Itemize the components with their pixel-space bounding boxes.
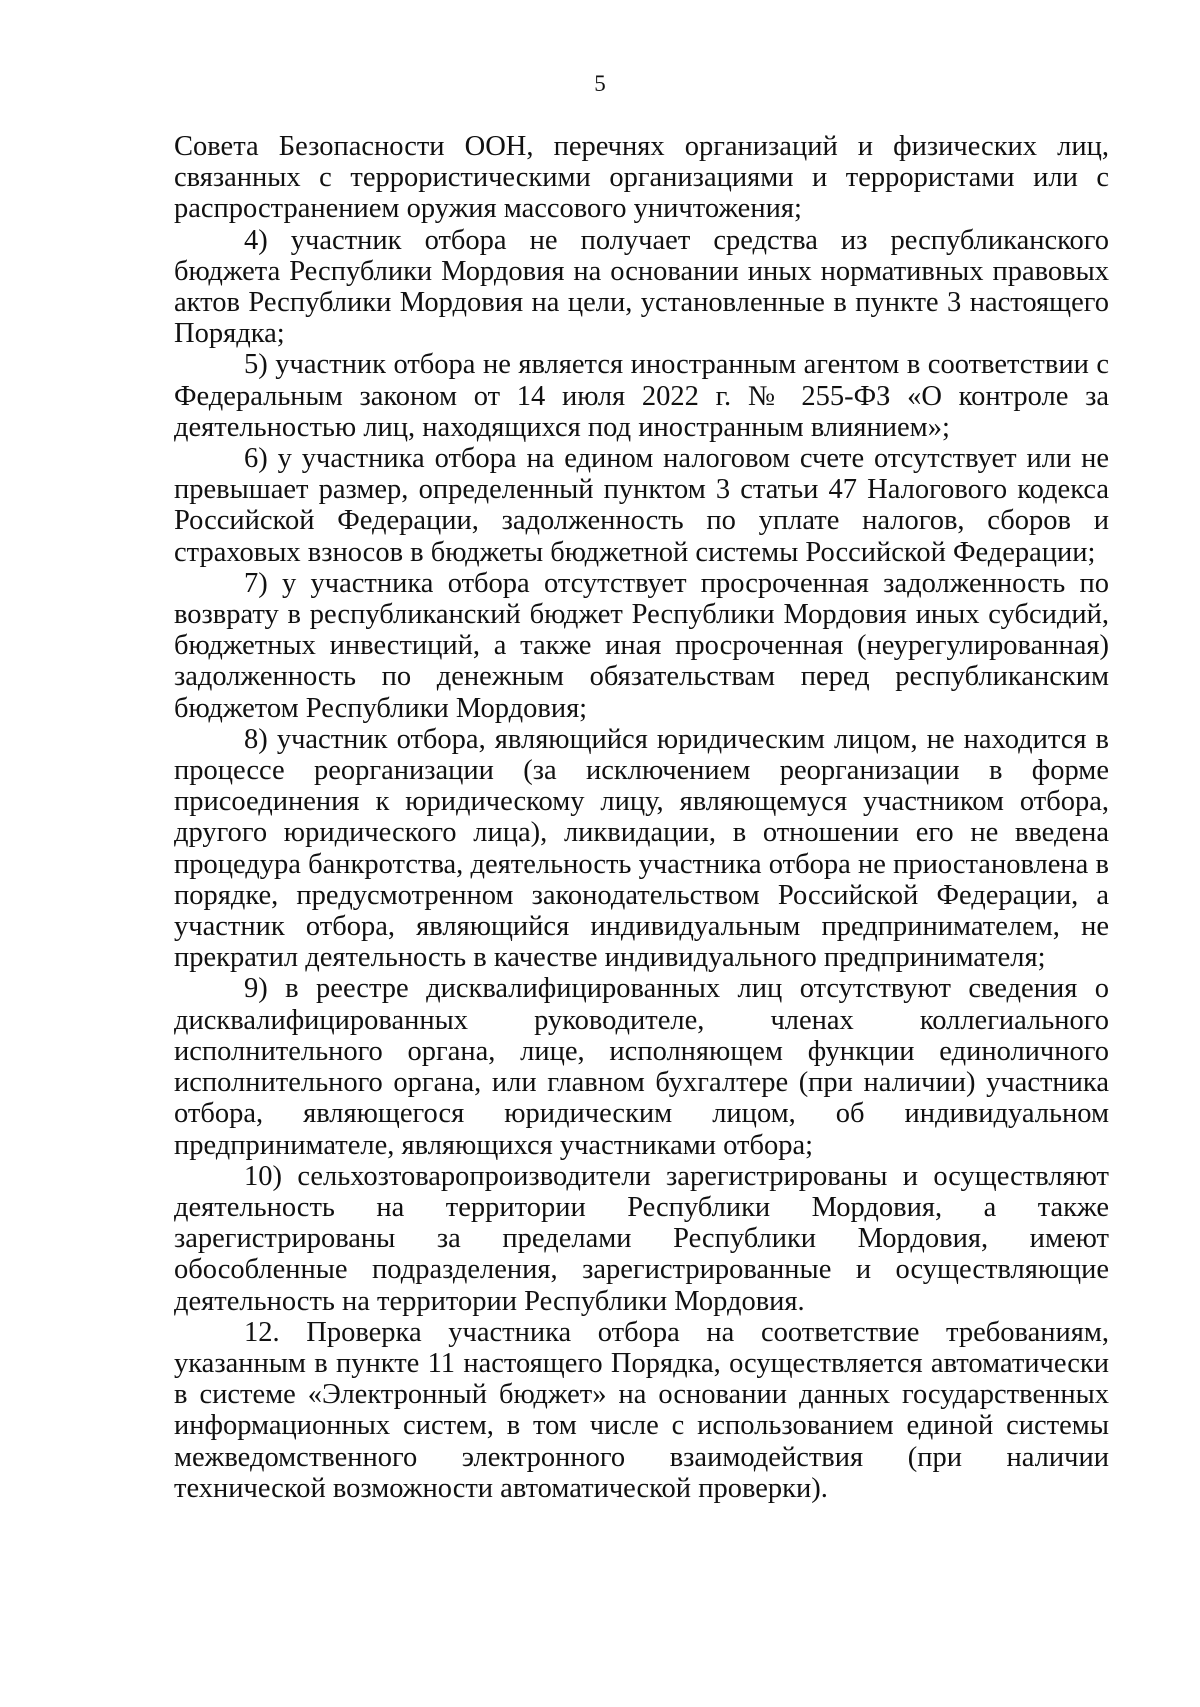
- document-body: [174, 131, 1109, 1504]
- paragraph-item-5: 5) участник отбора не является иностранным агентом в соответствии с Федеральным законом от 14 июля 2022 г. № 255-ФЗ «О контроле за деятельностью лиц, находящихся под иностранным влиянием»;: [174, 349, 1109, 443]
- paragraph-item-6: 6) у участника отбора на едином налоговом счете отсутствует или не превышает размер, определенный пунктом 3 статьи 47 Налогового кодекса Российской Федерации, задолженность по уплате налогов, сборов и страховых взносов в бюджеты бюджетной системы Российской Федерации;: [174, 443, 1109, 568]
- paragraph-item-9: 9) в реестре дисквалифицированных лиц отсутствуют сведения о дисквалифицированных руководителе, членах коллегиального исполнительного органа, лице, исполняющем функции единоличного исполнительного органа, или главном бухгалтере (при наличии) участника отбора, являющегося юридическим лицом, об индивидуальном предпринимателе, являющихся участниками отбора;: [174, 973, 1109, 1161]
- paragraph-item-8: 8) участник отбора, являющийся юридическим лицом, не находится в процессе реорганизации (за исключением реорганизации в форме присоединения к юридическому лицу, являющемуся участником отбора, другого юридического лица), ликвидации, в отношении его не введена процедура банкротства, деятельность участника отбора не приостановлена в порядке, предусмотренном законодательством Российской Федерации, а участник отбора, являющийся индивидуальным предпринимателем, не прекратил деятельность в качестве индивидуального предпринимателя;: [174, 723, 1109, 974]
- page-number: 5: [594, 71, 606, 96]
- paragraph-item-10: 10) сельхозтоваропроизводители зарегистрированы и осуществляют деятельность на территории Республики Мордовия, а также зарегистрированы за пределами Республики Мордовия, имеют обособленные подразделения, зарегистрированные и осуществляющие деятельность на территории Республики Мордовия.: [174, 1160, 1109, 1317]
- paragraph-item-7: 7) у участника отбора отсутствует просроченная задолженность по возврату в республиканский бюджет Республики Мордовия иных субсидий, бюджетных инвестиций, а также иная просроченная (неурегулированная) задолженность по денежным обязательствам перед республиканским бюджетом Республики Мордовия;: [174, 567, 1109, 724]
- paragraph-section-12: 12. Проверка участника отбора на соответствие требованиям, указанным в пункте 11 настоящего Порядка, осуществляется автоматически в системе «Электронный бюджет» на основании данных государственных информационных систем, в том числе с использованием единой системы межведомственного электронного взаимодействия (при наличии технической возможности автоматической проверки).: [174, 1316, 1109, 1504]
- paragraph-item-4: 4) участник отбора не получает средства из республиканского бюджета Республики Мордовия на основании иных нормативных правовых актов Республики Мордовия на цели, установленные в пункте 3 настоящего Порядка;: [174, 224, 1109, 350]
- paragraph-continuation: Совета Безопасности ООН, перечнях организаций и физических лиц, связанных с террористическими организациями и террористами или с распространением оружия массового уничтожения;: [174, 131, 1109, 225]
